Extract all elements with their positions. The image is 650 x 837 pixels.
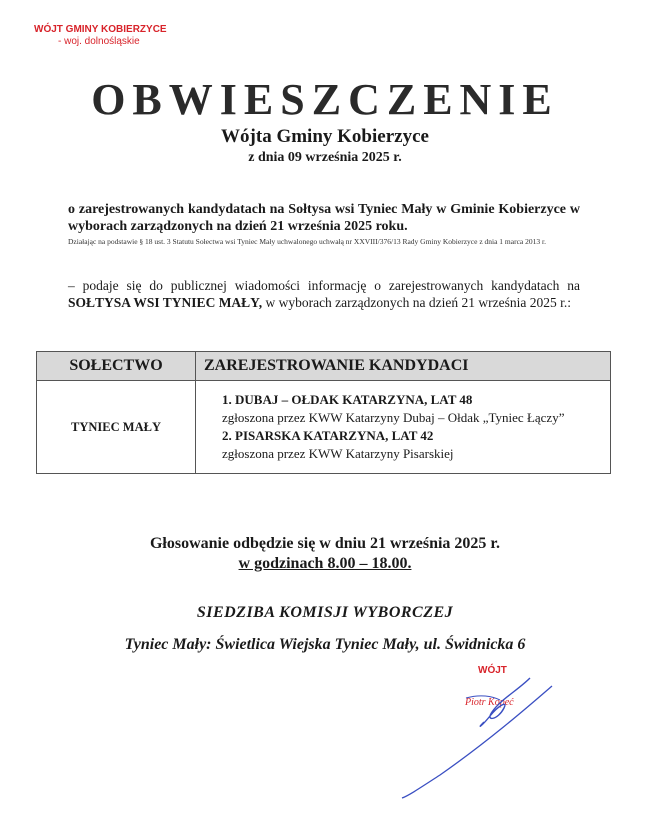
- document-subtitle: Wójta Gminy Kobierzyce: [221, 126, 429, 147]
- candidate-1-name: 1. DUBAJ – OŁDAK KATARZYNA, LAT 48: [222, 392, 473, 407]
- voting-date: Głosowanie odbędzie się w dniu 21 września 2025 r.: [149, 535, 501, 552]
- voting-hours: w godzinach 8.00 – 18.00.: [238, 555, 412, 572]
- table-row: [37, 381, 611, 474]
- stamp-line-2: - woj. dolnośląskie: [58, 36, 140, 47]
- signature-role: WÓJT: [478, 665, 507, 676]
- document-date: z dnia 09 września 2025 r.: [248, 150, 402, 165]
- candidates-table: [36, 351, 611, 474]
- handwritten-signature: [380, 660, 580, 800]
- candidate-2-committee: zgłoszona przez KWW Katarzyny Pisarskiej: [222, 446, 454, 461]
- table-header-row: [37, 352, 611, 381]
- commission-seat-address: Tyniec Mały: Świetlica Wiejska Tyniec Mały, ul. Świdnicka 6: [124, 636, 526, 653]
- announcement-pre: – podaje się do publicznej wiadomości informację o zarejestrowanych kandydatach na: [68, 278, 580, 293]
- village-cell: TYNIEC MAŁY: [37, 381, 196, 474]
- legal-basis: Działając na podstawie § 18 ust. 3 Statutu Sołectwa wsi Tyniec Mały uchwalonego uchwałą nr XXVIII/376/13 Rady Gminy Kobierzyce z dnia 1 marca 2013 r.: [68, 237, 546, 246]
- commission-seat-title: SIEDZIBA KOMISJI WYBORCZEJ: [196, 604, 454, 621]
- voting-hours-line: [0, 555, 650, 573]
- candidates-cell: [196, 381, 611, 474]
- official-stamp: [34, 24, 167, 48]
- signature-name: Piotr Kopeć: [465, 697, 514, 708]
- stamp-line-1: WÓJT GMINY KOBIERZYCE: [34, 24, 167, 35]
- header-candidates: ZAREJESTROWANIE KANDYDACI: [196, 352, 611, 381]
- announcement-paragraph: [68, 277, 580, 311]
- candidate-1-committee: zgłoszona przez KWW Katarzyny Dubaj – Ołdak „Tyniec Łączy”: [222, 410, 565, 425]
- announcement-bold: SOŁTYSA WSI TYNIEC MAŁY,: [68, 295, 263, 310]
- candidate-2-name: 2. PISARSKA KATARZYNA, LAT 42: [222, 428, 434, 443]
- header-village: SOŁECTWO: [37, 352, 196, 381]
- intro-paragraph: o zarejestrowanych kandydatach na Sołtysa wsi Tyniec Mały w Gminie Kobierzyce w wyborach zarządzonych na dzień 21 września 2025 roku.: [68, 202, 580, 234]
- announcement-post: w wyborach zarządzonych na dzień 21 września 2025 r.:: [262, 295, 571, 310]
- document-title: OBWIESZCZENIE: [91, 75, 559, 124]
